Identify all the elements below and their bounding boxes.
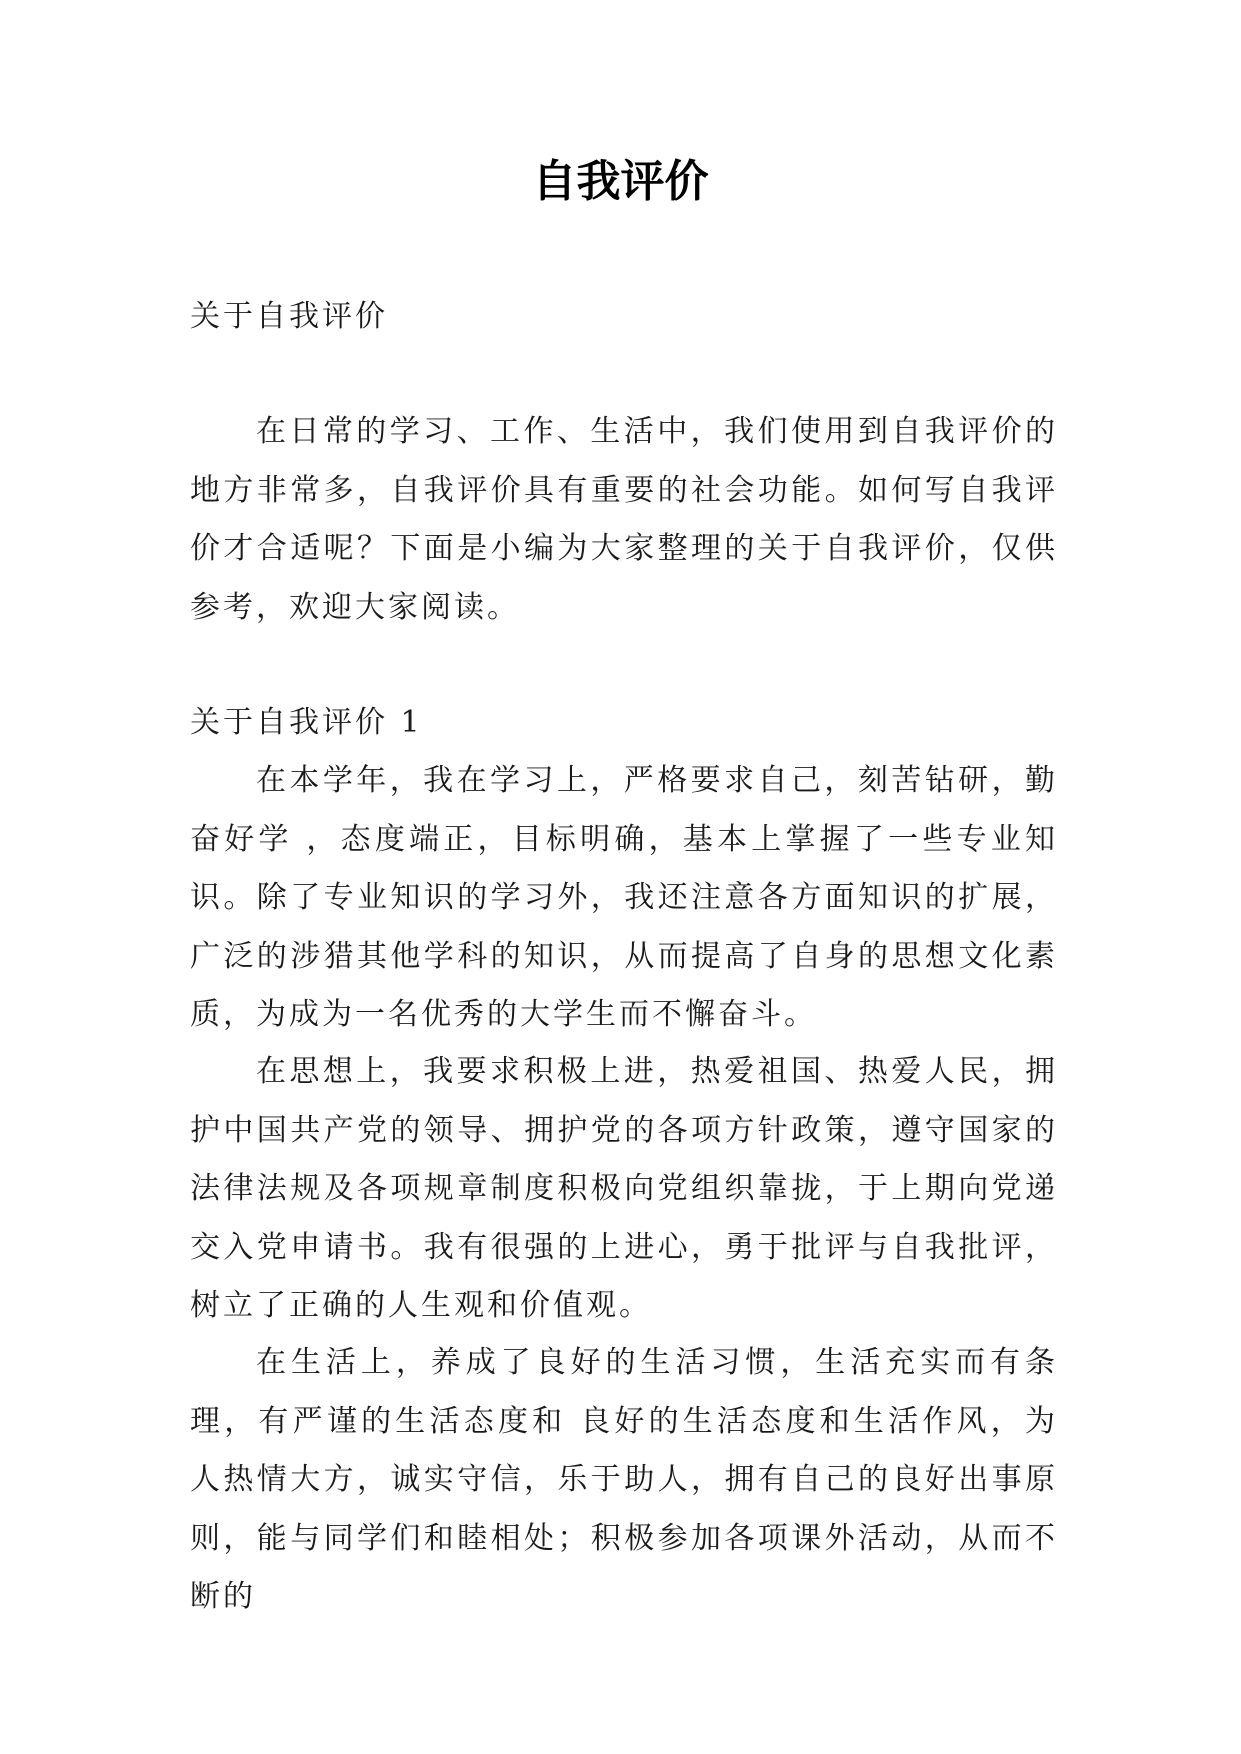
intro-paragraph: 在日常的学习、工作、生活中，我们使用到自我评价的地方非常多，自我评价具有重要的社会功能。如何写自我评价才合适呢？下面是小编为大家整理的关于自我评价，仅供参考，欢迎大家阅读。 [190,414,1058,625]
paragraph-study: 在本学年，我在学习上，严格要求自己，刻苦钻研，勤奋好学 ，态度端正，目标明确，基本上掌握了一些专业知识。除了专业知识的学习外，我还注意各方面知识的扩展，广泛的涉猎其他学科的知识，从而提高了自身的思想文化素质，为成为一名优秀的大学生而不懈奋斗。 [190,763,1058,1032]
document-title: 自我评价 [532,156,709,207]
paragraph-life: 在生活上，养成了良好的生活习惯，生活充实而有条理，有严谨的生活态度和 良好的生活态度和生活作风，为人热情大方，诚实守信，乐于助人，拥有自己的良好出事原则，能与同学们和睦相处；积极参加各项课外活动，从而不断的 [190,1345,1058,1614]
section-heading: 关于自我评价 [190,299,388,334]
paragraph-thought: 在思想上，我要求积极上进，热爱祖国、热爱人民，拥护中国共产党的领导、拥护党的各项方针政策，遵守国家的法律法规及各项规章制度积极向党组织靠拢，于上期向党递交入党申请书。我有很强的上进心，勇于批评与自我批评，树立了正确的人生观和价值观。 [190,1054,1058,1323]
subsection-heading: 关于自我评价 1 [190,705,423,740]
